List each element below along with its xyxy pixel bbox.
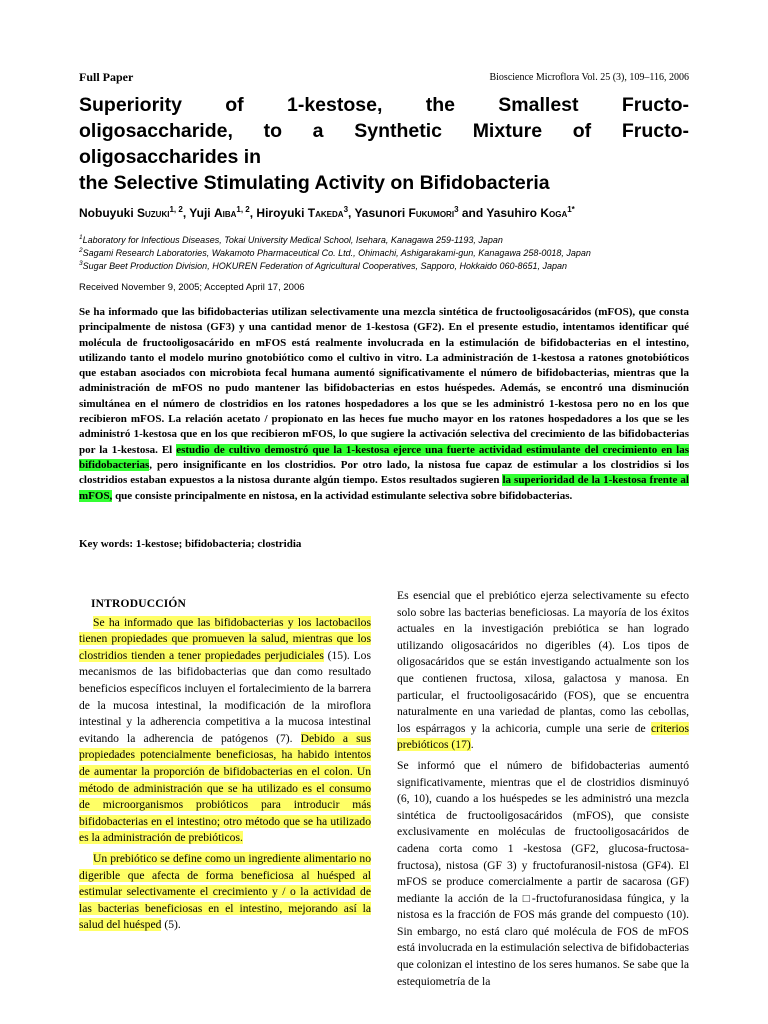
author-separator: and xyxy=(458,206,487,220)
abstract-highlight: estudio de cultivo demostró que la 1-kestosa ejerce una fuerte actividad estimulante del crecimiento en las bifidobacterias xyxy=(79,443,689,471)
author-given-name: Yasunori xyxy=(354,206,409,220)
paper-title xyxy=(79,92,689,196)
highlighted-text: Se ha informado que las bifidobacterias y los lactobacilos tienen propiedades que promueven la salud, mientras que los clostridios tienden a tener propiedades perjudiciales xyxy=(79,615,371,662)
author-affiliation-ref: 3 xyxy=(343,205,349,214)
author-separator: , xyxy=(249,206,257,220)
affiliation-item xyxy=(79,234,699,247)
title-line: the Selective Stimulating Activity on Bifidobacteria xyxy=(79,172,550,194)
abstract-text: Se ha informado que las bifidobacterias utilizan selectivamente una mezcla sintética de fructooligosacáridos (mFOS), que consta principalmente de nistosa (GF3) y una cantidad menor de 1-kestosa (GF2). En el presente estudio, intentamos identificar qué molécula de fructooligosacárido en mFOS está realmente involucrada en la estimulación de bifidobacterias en el intestino, utilizando tanto el modelo murino gnotobiótico como el cultivo in vitro. La administración de 1-kestosa a ratones gnotobióticos que estaban asociados con microbiota fecal humana aumentó significativamente el número de bifidobacterias, mientras que la administración de mFOS no pudo mantener las bifidobacterias en estos huéspedes. Además, se encontró una disminución simultánea en el número de clostridios en los ratones hospedadores a los que se les administró 1-kestosa pero no en los que recibieron mFOS. La relación acetato / propionato en las heces fue mucho mayor en los ratones hospedadores a los que se les administró 1-kestosa que en los que recibieron mFOS, lo que sugiere la activación selectiva del crecimiento de las bifidobacterias por la 1-kestosa. El xyxy=(79,306,689,456)
left-column xyxy=(79,588,371,938)
journal-citation: Bioscience Microflora Vol. 25 (3), 109–116, 2006 xyxy=(489,72,689,83)
affiliation-text: Sagami Research Laboratories, Wakamoto Pharmaceutical Co. Ltd., Ohimachi, Ashigarakami-gun, Kanagawa 258-0018, Japan xyxy=(82,248,591,258)
received-dates: Received November 9, 2005; Accepted April 17, 2006 xyxy=(79,282,305,293)
highlighted-text: Un prebiótico se define como un ingrediente alimentario no digerible que afecta de forma beneficiosa al huésped al estimular selectivamente el crecimiento y / o la actividad de las bacterias beneficiosas en el intestino, mejorando así la salud del huésped xyxy=(79,851,371,932)
author-family-name: Takeda xyxy=(307,206,344,220)
author-family-name: Aiba xyxy=(213,206,237,220)
abstract-text: , pero insignificante en los clostridios. Por otro lado, la nistosa fue capaz de estimular a los clostridios si los clostridios estaban expuestos a la nistosa durante algún tiempo. Estos resultados sugieren xyxy=(79,458,689,487)
author-family-name: Koga xyxy=(540,206,568,220)
paragraph: Se informó que el número de bifidobacterias aumentó significativamente, mientras que el de clostridios disminuyó (6, 10), cuando a los huéspedes se les administró una mezcla sintética de fructooligosacáridos (mFOS), que consiste exclusivamente en moléculas de fructooligosacáridos de cadena corta como 1 -kestosa (GF2, glucosa-fructosa-fructosa), nistosa (GF 3) y fructofuranosil-nistosa (GF4). El mFOS se produce comercialmente a partir de sacarosa (GF) mediante la acción de la □-fructofuranosidasa fúngica, y la nistosa es la fracción de FOS más grande del compuesto (10). Sin embargo, no está claro qué molécula de FOS de mFOS está involucrada en la estimulación selectiva de bifidobacterias que colonizan el intestino de los seres humanos. Se sabe que la estequiometría de la xyxy=(397,758,689,988)
author-list xyxy=(79,206,575,220)
affiliation-text: Sugar Beet Production Division, HOKUREN Federation of Agricultural Cooperatives, Sapporo, Hokkaido 060-8651, Japan xyxy=(82,261,568,271)
body-text: (5). xyxy=(161,918,181,932)
author-given-name: Yasuhiro xyxy=(486,206,541,220)
affiliation-item xyxy=(79,247,699,260)
abstract-highlight: la superioridad de la 1-kestosa frente al mFOS, xyxy=(79,474,689,502)
affiliation-number: 3 xyxy=(79,260,83,267)
paragraph xyxy=(397,588,689,754)
body-text: (15). Los mecanismos de las bifidobacterias que dan como resultado beneficios específicos incluyen el fortalecimiento de la barrera de la mucosa intestinal, la modificación de la miroflora intestinal y la adherencia competitiva a la mucosa intestinal evitando la adherencia de patógenos (7). xyxy=(79,648,371,745)
author-family-name: Suzuki xyxy=(137,206,170,220)
author-separator: , xyxy=(348,206,355,220)
keywords: Key words: 1-kestose; bifidobacteria; clostridia xyxy=(79,538,302,550)
author-given-name: Yuji xyxy=(189,206,214,220)
abstract xyxy=(79,305,689,504)
author-given-name: Hiroyuki xyxy=(256,206,308,220)
author-given-name: Nobuyuki xyxy=(79,206,138,220)
title-line: Superiority of 1-kestose, the Smallest Fructo- xyxy=(79,94,689,116)
author-affiliation-ref: 3 xyxy=(454,205,459,214)
affiliation-item xyxy=(79,260,699,273)
section-heading: INTRODUCCIÓN xyxy=(91,598,187,610)
affiliation-text: Laboratory for Infectious Diseases, Tokai University Medical School, Isehara, Kanagawa 259-1193, Japan xyxy=(82,235,503,245)
paragraph xyxy=(79,851,371,934)
title-line: oligosaccharide, to a Synthetic Mixture of Fructo- xyxy=(79,120,689,142)
highlighted-text: Debido a sus propiedades potencialmente beneficiosas, ha habido intentos de aumentar la proporción de bifidobacterias en el colon. Un método de administración que se ha utilizado es el consumo de microorganismos probióticos para introducir más bifidobacterias en el intestino; otro método que se ha utilizado es la administración de prebióticos. xyxy=(79,731,371,845)
author-affiliation-ref: 1* xyxy=(567,205,575,214)
abstract-text: que consiste principalmente en nistosa, en la actividad estimulante selectiva sobre bifidobacterias. xyxy=(112,489,573,502)
author-affiliation-ref: 1, 2 xyxy=(236,205,250,214)
author-family-name: Fukumori xyxy=(408,206,455,220)
author-separator: , xyxy=(182,206,190,220)
article-type-label: Full Paper xyxy=(79,70,134,84)
affiliation-list xyxy=(79,234,699,273)
title-line: oligosaccharides in xyxy=(79,146,262,168)
affiliation-number: 2 xyxy=(79,247,83,254)
author-affiliation-ref: 1, 2 xyxy=(169,205,183,214)
affiliation-number: 1 xyxy=(79,234,83,241)
paragraph xyxy=(79,615,371,847)
body-text: . xyxy=(470,738,474,752)
highlighted-text: criterios prebióticos (17) xyxy=(397,721,689,752)
right-column xyxy=(397,588,689,994)
body-text: Es esencial que el prebiótico ejerza selectivamente su efecto solo sobre las bacterias beneficiosas. La mayoría de los éxitos actuales en la investigación prebiótica se han logrado utilizando oligosacáridos no digeribles (4). Los tipos de oligosacáridos que se están investigando actualmente son los que contienen fructosa, xilosa, galactosa y manosa. En particular, el fructooligosacárido (FOS), que se encuentra naturalmente en una variedad de plantas, como las cebollas, los espárragos y la achicoria, cumple una serie de xyxy=(397,589,689,735)
